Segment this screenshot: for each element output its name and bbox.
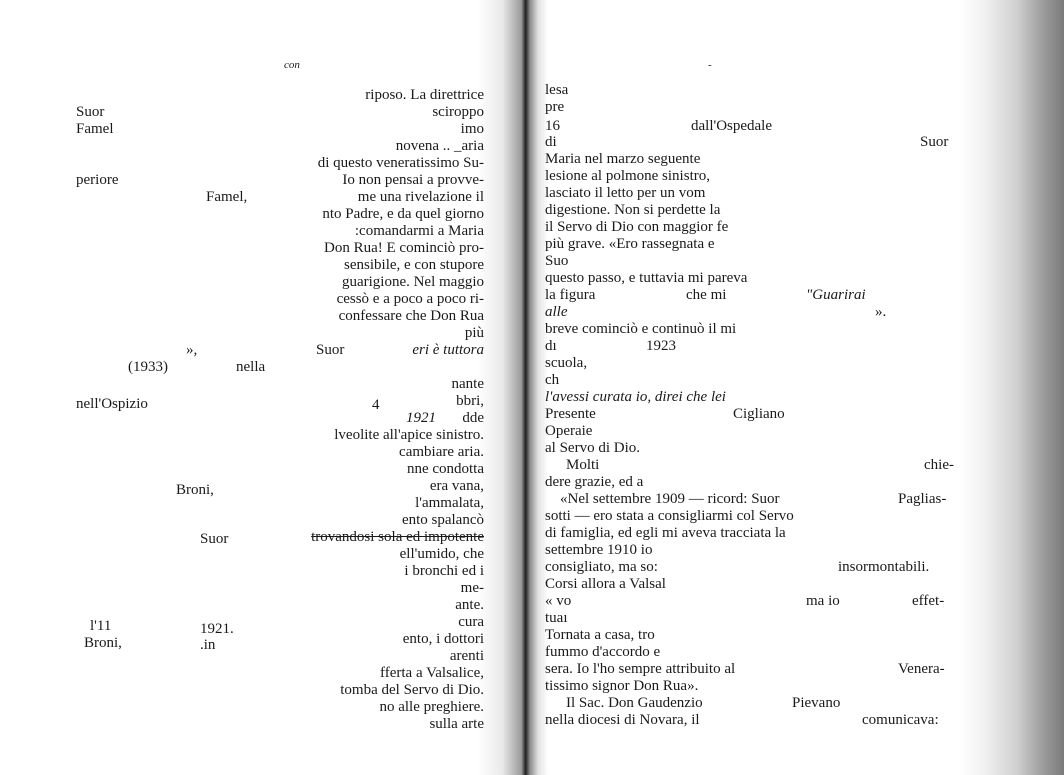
left-text-line: lveolite all'apice sinistro. xyxy=(334,427,484,443)
left-fragment: (1933) xyxy=(128,359,168,375)
left-text-line: guarigione. Nel maggio xyxy=(341,274,484,290)
right-fragment: Paglias- xyxy=(898,491,947,507)
left-text-line: più xyxy=(464,325,484,341)
left-page-header: con xyxy=(284,59,300,71)
right-text-line: sotti — ero stata a consigliarmi col Servo xyxy=(545,508,794,524)
right-text-line: dı xyxy=(545,338,557,354)
left-text-line: riposo. La direttrice xyxy=(365,87,484,103)
left-text-line: nante xyxy=(451,376,484,392)
left-text-line: eri è tuttora xyxy=(412,342,484,358)
right-text-line: sera. Io l'ho sempre attribuito al xyxy=(545,661,736,677)
right-fragment: Suor xyxy=(920,134,949,150)
left-text-line: cessò e a poco a poco ri- xyxy=(336,291,484,307)
left-fragment: 1921. xyxy=(200,621,234,637)
left-text-line: novena .. _aria xyxy=(395,138,484,154)
left-fragment: », xyxy=(186,342,198,358)
right-fragment: 1923 xyxy=(646,338,676,354)
right-fragment: che mi xyxy=(686,287,727,303)
left-text-line: cura xyxy=(458,614,484,630)
right-text-line: digestione. Non si perdette la xyxy=(545,202,721,218)
right-text-line: lesa xyxy=(545,82,569,98)
left-text-line: me una rivelazione il xyxy=(357,189,484,205)
left-text-line: cambiare aria. xyxy=(399,444,484,460)
right-text-line: questo passo, e tuttavia mi pareva xyxy=(545,270,748,286)
right-text-line: l'avessi curata io, direi che lei xyxy=(545,389,726,405)
right-text-line: « vo xyxy=(545,593,572,609)
right-text-line: più grave. «Ero rassegnata e xyxy=(545,236,715,252)
left-text-line: bbri, xyxy=(456,393,484,409)
right-text-line: alle xyxy=(545,304,568,320)
left-text-line: ante. xyxy=(455,597,484,613)
left-text-line: me- xyxy=(460,580,484,596)
right-text-line: dere grazie, ed a xyxy=(545,474,644,490)
left-text-line: :comandarmi a Maria xyxy=(354,223,484,239)
right-text-line: 16 xyxy=(545,118,560,134)
left-text-line: sensibile, e con stupore xyxy=(344,257,484,273)
book-gutter-shadow xyxy=(478,0,548,775)
left-fragment: 4 xyxy=(372,397,380,413)
left-text-line: dde xyxy=(462,410,484,426)
right-fragment: ». xyxy=(875,304,887,320)
left-fragment: Broni, xyxy=(84,635,122,651)
right-text-line: pre xyxy=(545,99,565,115)
left-text-line: no alle preghiere. xyxy=(379,699,484,715)
right-text-line: Suo xyxy=(545,253,569,269)
right-text-line: breve cominciò e continuò il mi xyxy=(545,321,737,337)
left-fragment: Suor xyxy=(200,531,229,547)
left-fragment: Broni, xyxy=(176,482,214,498)
right-text-line: lasciato il letto per un vom xyxy=(545,185,706,201)
right-fragment: Venera- xyxy=(898,661,945,677)
right-text-line: Maria nel marzo seguente xyxy=(545,151,701,167)
right-fragment: Cigliano xyxy=(733,406,785,422)
left-text-line: confessare che Don Rua xyxy=(338,308,484,324)
right-fragment: Pievano xyxy=(792,695,841,711)
left-fragment: .in xyxy=(200,637,216,653)
right-fragment: effet- xyxy=(912,593,945,609)
right-text-line: il Servo di Dio con maggior fe xyxy=(545,219,729,235)
right-text-line: scuola, xyxy=(545,355,588,371)
left-fragment: Suor xyxy=(316,342,345,358)
left-fragment: periore xyxy=(76,172,119,188)
right-fragment: ma io xyxy=(806,593,840,609)
left-text-line: ento spalancò xyxy=(401,512,484,528)
right-text-line: Molti xyxy=(566,457,600,473)
left-text-line: nne condotta xyxy=(406,461,484,477)
right-fragment: "Guarirai xyxy=(806,287,866,303)
right-text-line: Corsi allora a Valsal xyxy=(545,576,666,592)
left-text-line: ento, i dottori xyxy=(402,631,484,647)
right-text-line: la figura xyxy=(545,287,596,303)
right-text-line: Presente xyxy=(545,406,596,422)
right-text-line: lesione al polmone sinistro, xyxy=(545,168,710,184)
right-text-line: tissimo signor Don Rua». xyxy=(545,678,699,694)
right-text-line: tuaı xyxy=(545,610,568,626)
left-text-line: l'ammalata, xyxy=(415,495,484,511)
left-text-line: Io non pensai a provve- xyxy=(342,172,484,188)
right-text-line: fummo d'accordo e xyxy=(545,644,661,660)
left-text-line: sciroppo xyxy=(432,104,484,120)
left-text-line: fferta a Valsalice, xyxy=(380,665,484,681)
left-fragment: nella xyxy=(236,359,266,375)
right-fragment: insormontabili. xyxy=(838,559,930,575)
right-text-line: «Nel settembre 1909 — ricord: Suor xyxy=(560,491,780,507)
left-fragment: Suor xyxy=(76,104,105,120)
right-fragment: comunicava: xyxy=(862,712,939,728)
left-text-line: nto Padre, e da quel giorno xyxy=(322,206,484,222)
right-text-line: Tornata a casa, tro xyxy=(545,627,655,643)
left-text-line: di questo veneratissimo Su- xyxy=(317,155,484,171)
left-text-line: arenti xyxy=(449,648,484,664)
right-text-line: al Servo di Dio. xyxy=(545,440,640,456)
left-fragment: nell'Ospizio xyxy=(76,396,148,412)
right-text-line: di xyxy=(545,134,557,150)
left-text-line: ell'umido, che xyxy=(399,546,484,562)
right-text-line: Operaie xyxy=(545,423,593,439)
left-fragment: Famel xyxy=(76,121,114,137)
left-fragment: l'11 xyxy=(90,618,112,634)
left-text-line: Don Rua! E cominciò pro- xyxy=(324,240,484,256)
right-fragment: dall'Ospedale xyxy=(691,118,773,134)
page-edge-shadow xyxy=(960,0,1064,775)
right-text-line: Il Sac. Don Gaudenzio xyxy=(566,695,703,711)
left-text-line: era vana, xyxy=(429,478,484,494)
right-text-line: settembre 1910 io xyxy=(545,542,653,558)
left-text-line: trovandosi sola ed impotente xyxy=(311,529,484,545)
right-page-header: - xyxy=(708,59,712,71)
right-text-line: nella diocesi di Novara, il xyxy=(545,712,700,728)
left-text-line: i bronchi ed i xyxy=(404,563,484,579)
right-text-line: ch xyxy=(545,372,560,388)
right-text-line: consigliato, ma so: xyxy=(545,559,658,575)
left-text-line: imo xyxy=(460,121,484,137)
left-fragment: Famel, xyxy=(206,189,248,205)
left-text-line: tomba del Servo di Dio. xyxy=(340,682,484,698)
right-text-line: di famiglia, ed egli mi aveva tracciata la xyxy=(545,525,786,541)
right-fragment: chie- xyxy=(924,457,954,473)
left-text-line: sulla arte xyxy=(429,716,484,732)
left-fragment: 1921 xyxy=(406,410,436,426)
